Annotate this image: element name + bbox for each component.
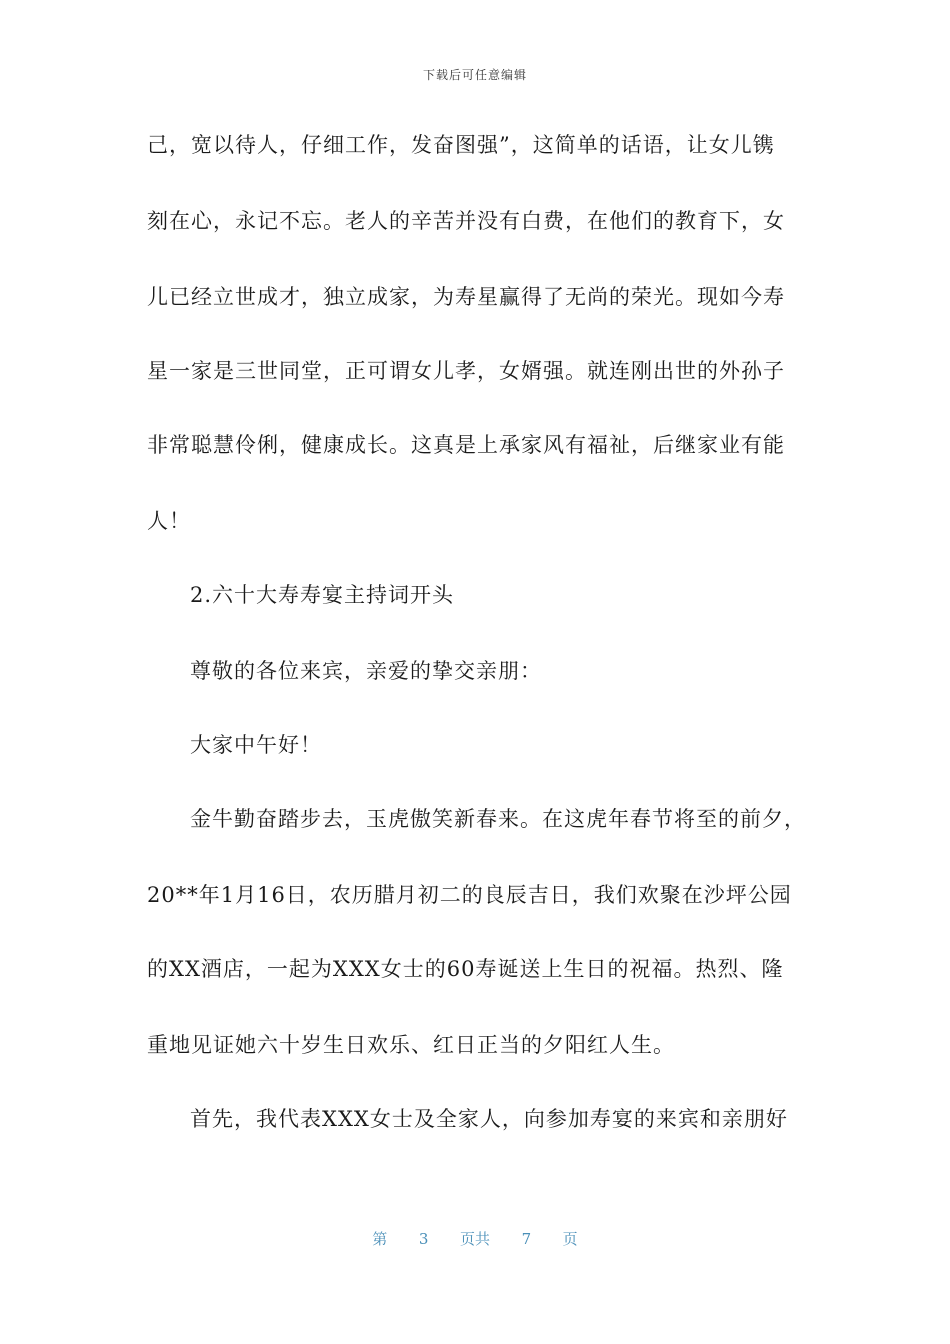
body-line: 非常聪慧伶俐，健康成长。这真是上承家风有福祉，后继家业有能 xyxy=(147,433,785,457)
body-line: 刻在心，永记不忘。老人的辛苦并没有白费，在他们的教育下，女 xyxy=(147,209,785,233)
footer-current-page: 3 xyxy=(418,1230,429,1248)
body-line: 人！ xyxy=(147,509,191,533)
body-line: 尊敬的各位来宾，亲爱的挚交亲朋： xyxy=(190,659,542,683)
body-line: 星一家是三世同堂，正可谓女儿孝，女婿强。就连刚出世的外孙子 xyxy=(147,359,785,383)
body-line: 己，宽以待人，仔细工作，发奋图强”，这简单的话语，让女儿镌 xyxy=(147,133,775,157)
page-footer xyxy=(0,1228,950,1249)
body-line: 大家中午好！ xyxy=(190,733,322,757)
footer-total-prefix: 页共 xyxy=(459,1230,490,1248)
header-note: 下载后可任意编辑 xyxy=(422,68,527,82)
body-line: 的XX酒店，一起为XXX女士的60寿诞送上生日的祝福。热烈、隆 xyxy=(147,957,784,981)
footer-total-pages: 7 xyxy=(521,1230,532,1248)
body-line: 20**年1月16日，农历腊月初二的良辰吉日，我们欢聚在沙坪公园 xyxy=(147,883,792,907)
body-line: 首先，我代表XXX女士及全家人，向参加寿宴的来宾和亲朋好 xyxy=(190,1107,788,1131)
body-line: 金牛勤奋踏步去，玉虎傲笑新春来。在这虎年春节将至的前夕， xyxy=(190,807,806,831)
body-line: 重地见证她六十岁生日欢乐、红日正当的夕阳红人生。 xyxy=(147,1033,675,1057)
footer-page-prefix: 第 xyxy=(372,1230,388,1248)
section-heading: 2.六十大寿寿宴主持词开头 xyxy=(190,583,455,607)
body-line: 儿已经立世成才，独立成家，为寿星赢得了无尚的荣光。现如今寿 xyxy=(147,285,785,309)
footer-page-suffix: 页 xyxy=(562,1230,578,1248)
